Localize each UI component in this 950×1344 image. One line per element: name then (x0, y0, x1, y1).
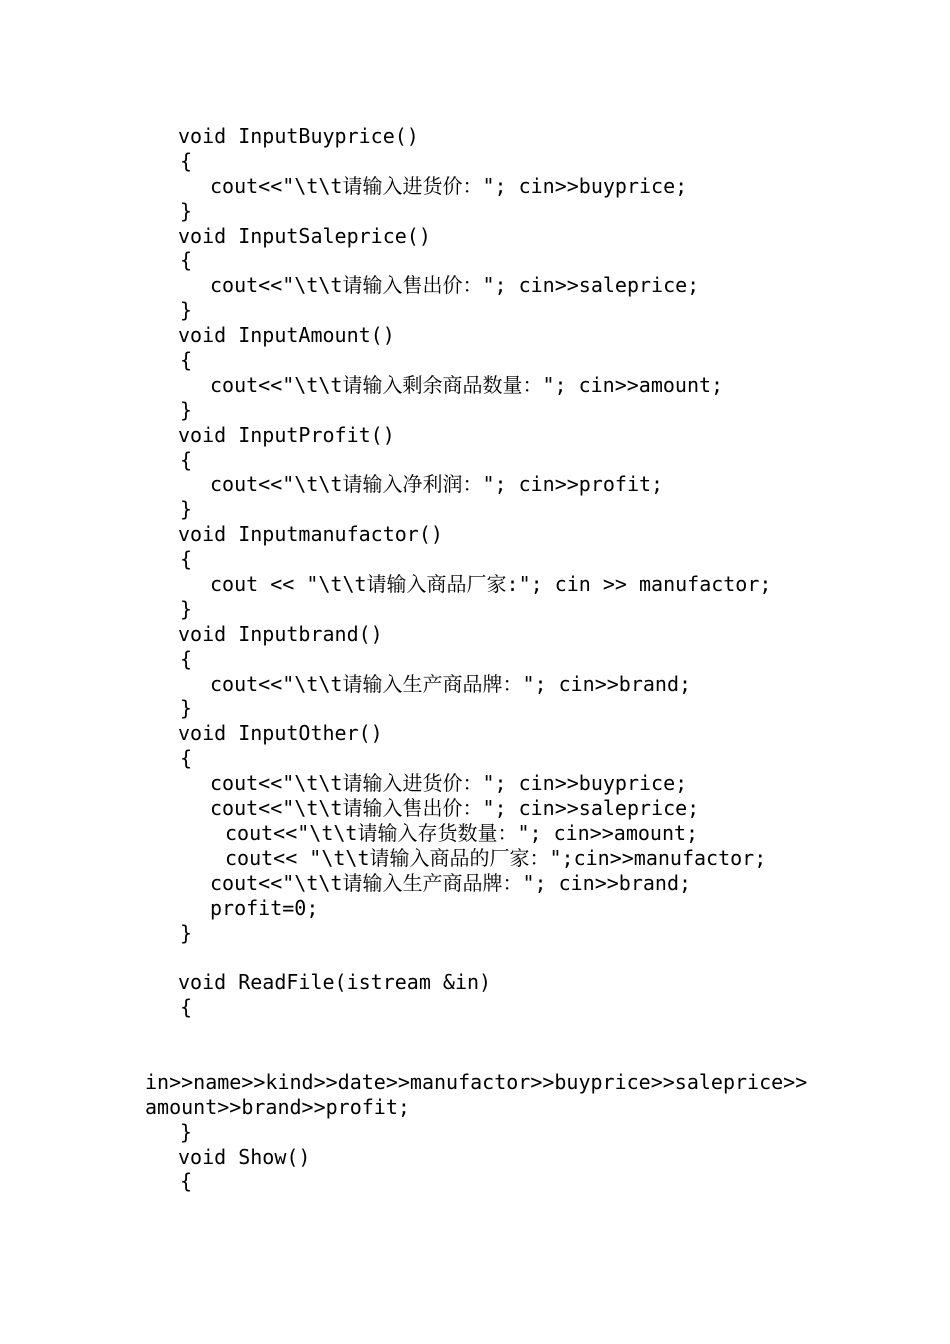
code-line: cout << "\t\t请输入商品厂家:"; cin >> manufactor; (210, 572, 772, 597)
code-line: { (180, 746, 193, 771)
code-line: void ReadFile(istream &in) (178, 970, 492, 995)
code-line: } (180, 696, 193, 721)
blank-line (0, 1020, 950, 1045)
code-listing (0, 124, 950, 1194)
code-line: { (180, 248, 193, 273)
code-line: cout<<"\t\t请输入售出价："; cin>>saleprice; (210, 796, 700, 821)
code-line: void InputProfit() (178, 422, 395, 447)
code-line: } (180, 397, 193, 422)
code-line: void Inputmanufactor() (178, 522, 443, 547)
blank-line (0, 945, 950, 970)
code-line: cout<<"\t\t请输入存货数量："; cin>>amount; (225, 820, 699, 845)
code-line: { (180, 348, 193, 373)
code-line: } (180, 198, 193, 223)
code-line: } (180, 920, 193, 945)
code-line: cout<<"\t\t请输入净利润："; cin>>profit; (210, 472, 664, 497)
code-line: in>>name>>kind>>date>>manufactor>>buyprice>>saleprice>> (145, 1069, 808, 1094)
blank-line (0, 1045, 950, 1070)
code-line: void InputOther() (178, 721, 383, 746)
code-line: } (180, 497, 193, 522)
code-line: cout<<"\t\t请输入售出价："; cin>>saleprice; (210, 273, 700, 298)
code-line: cout<<"\t\t请输入进货价："; cin>>buyprice; (210, 771, 688, 796)
code-line: cout<<"\t\t请输入生产商品牌："; cin>>brand; (210, 870, 692, 895)
code-line: cout<<"\t\t请输入进货价："; cin>>buyprice; (210, 173, 688, 198)
code-line: profit=0; (210, 895, 319, 920)
code-line: void InputSaleprice() (178, 223, 431, 248)
code-line: void InputAmount() (178, 323, 395, 348)
code-line: { (180, 148, 193, 173)
code-line: { (180, 995, 193, 1020)
code-line: } (180, 1119, 193, 1144)
code-line: amount>>brand>>profit; (145, 1094, 410, 1119)
code-line: } (180, 298, 193, 323)
code-line: cout<<"\t\t请输入生产商品牌："; cin>>brand; (210, 671, 692, 696)
code-line: void InputBuyprice() (178, 124, 419, 148)
code-line: { (180, 1169, 193, 1194)
code-line: void Show() (178, 1144, 311, 1169)
code-line: void Inputbrand() (178, 621, 383, 646)
code-line: cout<<"\t\t请输入剩余商品数量："; cin>>amount; (210, 372, 724, 397)
code-line: } (180, 596, 193, 621)
code-line: { (180, 646, 193, 671)
code-line: cout<< "\t\t请输入商品的厂家：";cin>>manufactor; (225, 845, 767, 870)
code-line: { (180, 547, 193, 572)
code-line: { (180, 447, 193, 472)
